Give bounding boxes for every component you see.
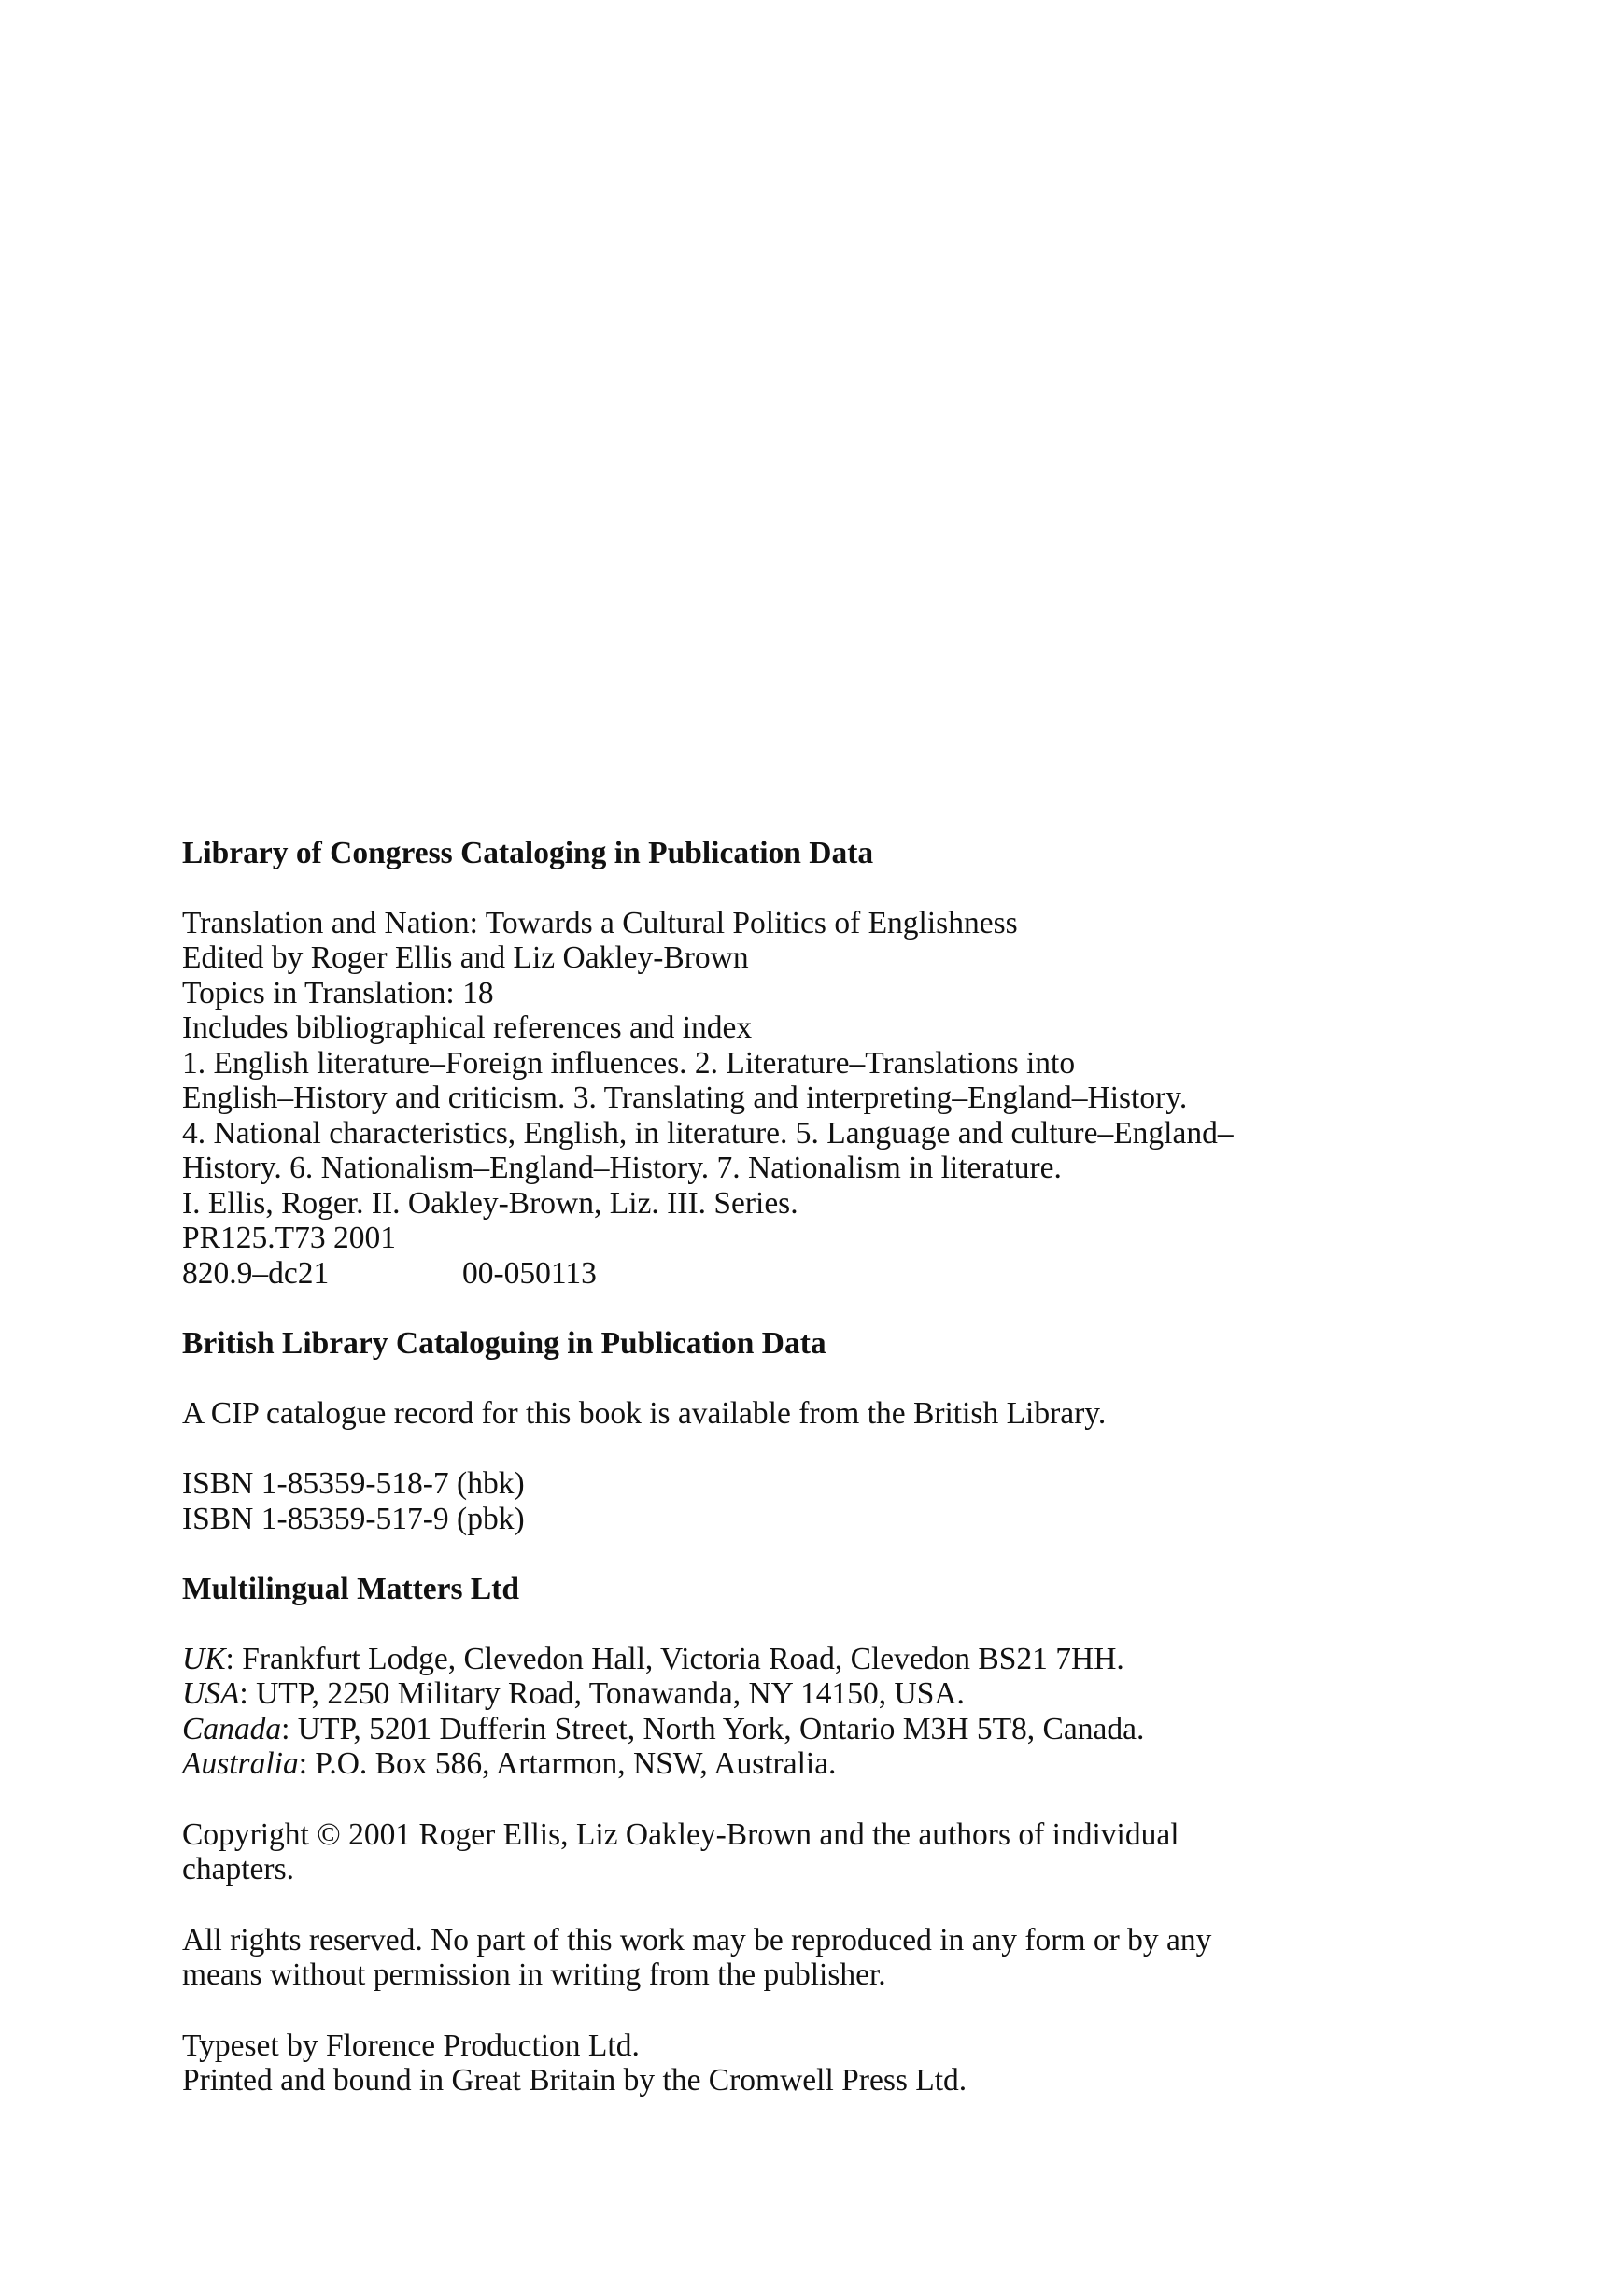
address-australia	[182, 1746, 1471, 1782]
bl-cip-record-text: A CIP catalogue record for this book is available from the British Library.	[182, 1395, 1107, 1431]
spacer	[182, 871, 1471, 906]
cip-subjects-line: 4. National characteristics, English, in literature. 5. Language and culture–England–	[182, 1115, 1234, 1151]
cip-ddc-number: 820.9–dc21	[182, 1255, 330, 1291]
publisher-addresses	[182, 1642, 1471, 1782]
address-uk	[182, 1642, 1471, 1677]
address-text: : P.O. Box 586, Artarmon, NSW, Australia.	[298, 1746, 837, 1781]
address-label: USA	[182, 1676, 240, 1711]
cip-call-number: PR125.T73 2001	[182, 1221, 396, 1255]
address-canada	[182, 1712, 1471, 1747]
cip-classification-line	[182, 1256, 1471, 1292]
loc-cip-record	[182, 906, 1471, 1292]
address-usa	[182, 1676, 1471, 1712]
spacer	[182, 1431, 1471, 1466]
rights-line: All rights reserved. No part of this work may be reproduced in any form or by any	[182, 1922, 1212, 1957]
spacer	[182, 1993, 1471, 2028]
cip-editors-line: Edited by Roger Ellis and Liz Oakley-Brown	[182, 940, 749, 975]
spacer	[182, 1887, 1471, 1923]
isbn-hardback: ISBN 1-85359-518-7 (hbk)	[182, 1466, 525, 1501]
loc-cip-heading: Library of Congress Cataloging in Publication Data	[182, 836, 874, 870]
spacer	[182, 1536, 1471, 1572]
cip-title-line: Translation and Nation: Towards a Cultural Politics of Englishness	[182, 905, 1018, 940]
isbn-paperback: ISBN 1-85359-517-9 (pbk)	[182, 1501, 525, 1536]
cip-subjects-line: History. 6. Nationalism–England–History. 7. Nationalism in literature.	[182, 1151, 1062, 1185]
cip-subjects-line: 1. English literature–Foreign influences. 2. Literature–Translations into	[182, 1045, 1076, 1081]
imprint-block	[182, 836, 1471, 2098]
printer-credit: Printed and bound in Great Britain by the Cromwell Press Ltd.	[182, 2063, 967, 2098]
spacer	[182, 1291, 1471, 1326]
cip-added-entries-line: I. Ellis, Roger. II. Oakley-Brown, Liz. III. Series.	[182, 1185, 798, 1221]
spacer	[182, 1607, 1471, 1642]
bl-cip-heading: British Library Cataloguing in Publication Data	[182, 1326, 826, 1361]
address-text: : Frankfurt Lodge, Clevedon Hall, Victoria Road, Clevedon BS21 7HH.	[225, 1641, 1124, 1676]
cip-subjects-line: English–History and criticism. 3. Translating and interpreting–England–History.	[182, 1081, 1188, 1115]
cip-notes-line: Includes bibliographical references and index	[182, 1010, 753, 1045]
address-text: : UTP, 5201 Dufferin Street, North York, Ontario M3H 5T8, Canada.	[281, 1711, 1145, 1746]
publisher-name: Multilingual Matters Ltd	[182, 1572, 520, 1606]
address-text: : UTP, 2250 Military Road, Tonawanda, NY 14150, USA.	[239, 1676, 965, 1711]
spacer	[182, 1782, 1471, 1817]
cip-control-number: 00-050113	[462, 1255, 597, 1291]
address-label: Canada	[182, 1711, 282, 1746]
spacer	[182, 1362, 1471, 1396]
address-label: UK	[182, 1641, 226, 1676]
typeset-credit: Typeset by Florence Production Ltd.	[182, 2028, 640, 2063]
rights-line: means without permission in writing from the publisher.	[182, 1957, 886, 1992]
copyright-line: Copyright © 2001 Roger Ellis, Liz Oakley-Brown and the authors of individual	[182, 1816, 1179, 1852]
cip-series-line: Topics in Translation: 18	[182, 975, 494, 1010]
copyright-line: chapters.	[182, 1852, 294, 1886]
address-label: Australia	[182, 1746, 299, 1781]
